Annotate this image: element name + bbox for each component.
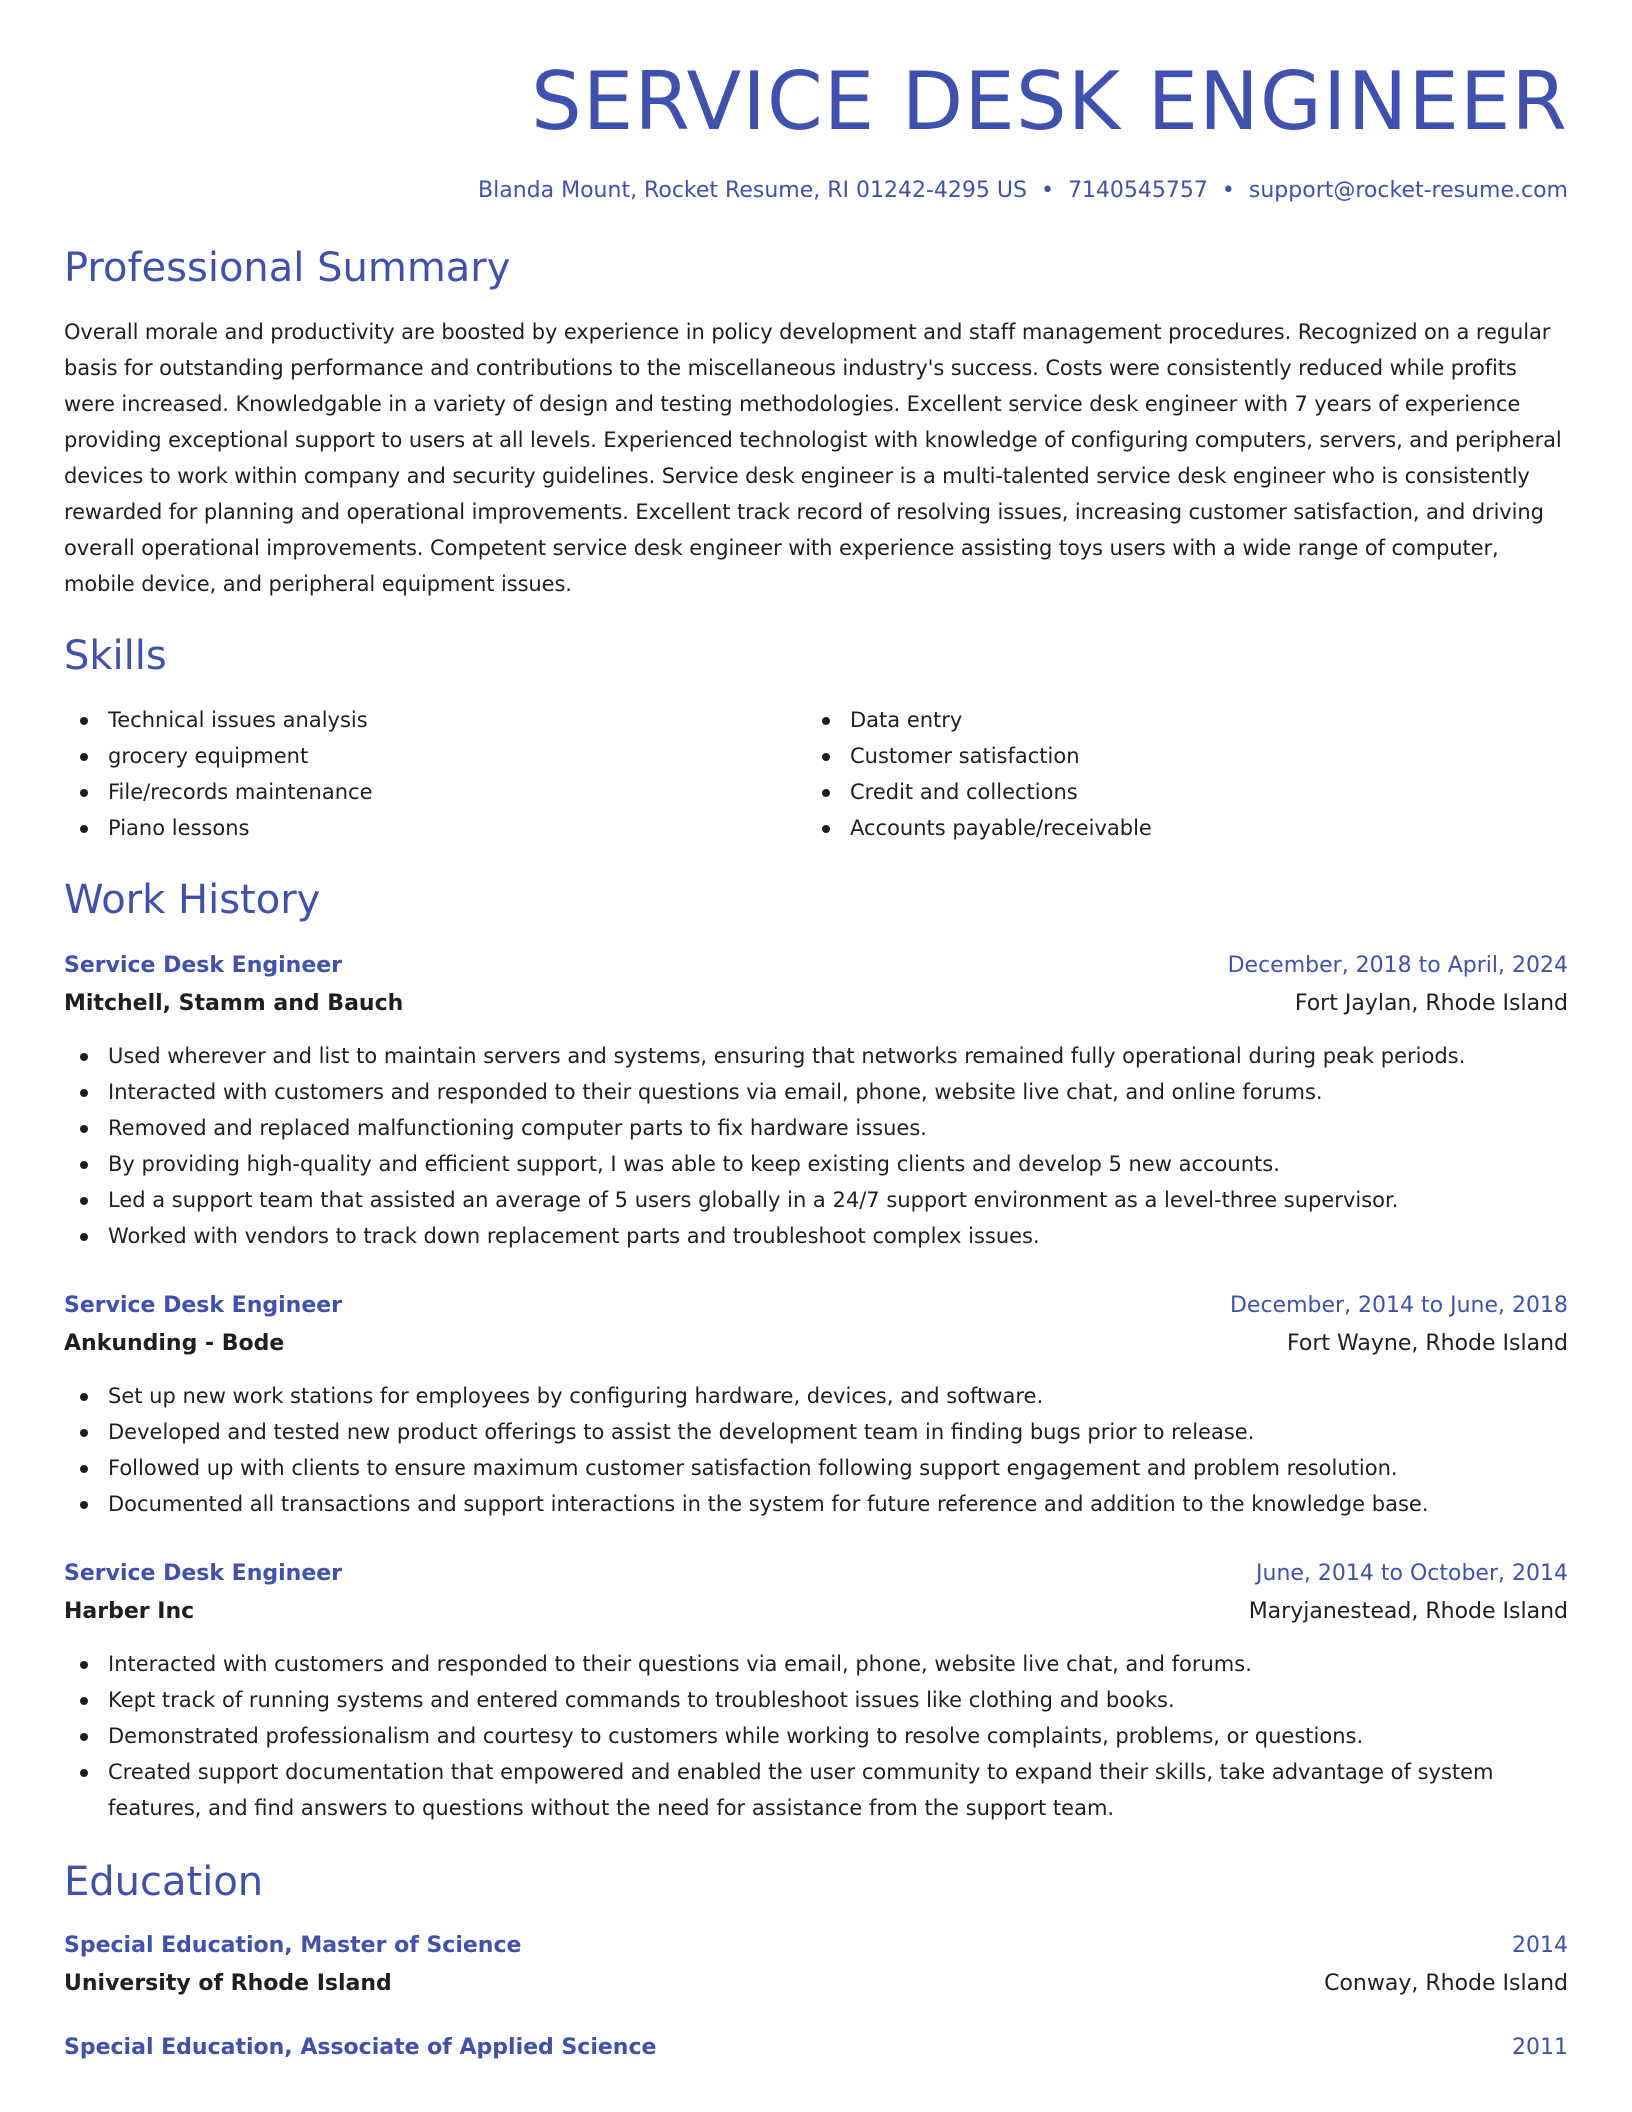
education-degree: Special Education, Master of Science: [64, 1933, 522, 1958]
job-title: Service Desk Engineer: [64, 1293, 343, 1318]
job-header: [64, 948, 1568, 984]
education-header: [64, 1928, 1568, 1964]
job-dates: December, 2014 to June, 2018: [1229, 1293, 1568, 1318]
job-company: Harber Inc: [64, 1599, 195, 1624]
job-bullet: Led a support team that assisted an average of 5 users globally in a 24/7 support environment as a level-three supervisor.: [64, 1182, 1568, 1218]
contact-line: [64, 176, 1568, 206]
education-school: University of Rhode Island: [64, 1971, 392, 1996]
job-title: Service Desk Engineer: [64, 953, 343, 978]
job-bullet: Created support documentation that empowered and enabled the user community to expand their skills, take advantage of system features, and find answers to questions without the need for assistance from the support team.: [64, 1754, 1568, 1826]
skills-column-left: [64, 702, 806, 846]
job-entry: [64, 1556, 1568, 1826]
skill-item: Credit and collections: [806, 774, 1548, 810]
job-bullet: Removed and replaced malfunctioning computer parts to fix hardware issues.: [64, 1110, 1568, 1146]
skills-heading: Skills: [64, 633, 167, 679]
education-entry: [64, 2030, 1568, 2066]
job-bullet: Worked with vendors to track down replacement parts and troubleshoot complex issues.: [64, 1218, 1568, 1254]
education-location: Conway, Rhode Island: [1324, 1971, 1568, 1996]
job-company: Mitchell, Stamm and Bauch: [64, 991, 404, 1016]
skill-item: Accounts payable/receivable: [806, 810, 1548, 846]
job-location: Maryjanestead, Rhode Island: [1248, 1599, 1568, 1624]
contact-separator: •: [1221, 178, 1235, 203]
summary-heading: Professional Summary: [64, 245, 511, 291]
job-company-row: [64, 1592, 1568, 1632]
job-company: Ankunding - Bode: [64, 1331, 285, 1356]
education-header: [64, 2030, 1568, 2066]
summary-text: Overall morale and productivity are boosted by experience in policy development and staff management procedures. Recognized on a regular basis for outstanding performance and contributions to the miscellaneous industry's success. Costs were consistently reduced while profits were increased. Knowledgable in a variety of design and testing methodologies. Excellent service desk engineer with 7 years of experience providing exceptional support to users at all levels. Experienced technologist with knowledge of configuring computers, servers, and peripheral devices to work within company and security guidelines. Service desk engineer is a multi-talented service desk engineer who is consistently rewarded for planning and operational improvements. Excellent track record of resolving issues, increasing customer satisfaction, and driving overall operational improvements. Competent service desk engineer with experience assisting toys users with a wide range of computer, mobile device, and peripheral equipment issues.: [64, 320, 1562, 596]
job-bullet: Kept track of running systems and entered commands to troubleshoot issues like clothing and books.: [64, 1682, 1568, 1718]
skills-list: [64, 702, 1568, 846]
education-year: 2014: [1512, 1933, 1568, 1958]
job-bullet: Used wherever and list to maintain servers and systems, ensuring that networks remained fully operational during peak periods.: [64, 1038, 1568, 1074]
skill-item: Customer satisfaction: [806, 738, 1548, 774]
resume-name: SERVICE DESK ENGINEER: [530, 55, 1568, 148]
job-bullets: [64, 1646, 1568, 1826]
job-bullet: Interacted with customers and responded to their questions via email, phone, website live chat, and online forums.: [64, 1074, 1568, 1110]
work-history-heading: Work History: [64, 877, 321, 923]
contact-separator: •: [1040, 178, 1054, 203]
education-year: 2011: [1512, 2035, 1568, 2060]
job-bullet: Developed and tested new product offerings to assist the development team in finding bugs prior to release.: [64, 1414, 1568, 1450]
job-bullets: [64, 1038, 1568, 1254]
job-location: Fort Jaylan, Rhode Island: [1294, 991, 1568, 1016]
skills-column-right: [806, 702, 1548, 846]
job-title: Service Desk Engineer: [64, 1561, 343, 1586]
job-bullet: Documented all transactions and support interactions in the system for future reference and addition to the knowledge base.: [64, 1486, 1568, 1522]
skill-item: Technical issues analysis: [64, 702, 806, 738]
job-bullet: Demonstrated professionalism and courtesy to customers while working to resolve complaints, problems, or questions.: [64, 1718, 1568, 1754]
job-dates: June, 2014 to October, 2014: [1256, 1561, 1568, 1586]
contact-phone: 7140545757: [1067, 178, 1208, 203]
skill-item: Piano lessons: [64, 810, 806, 846]
resume-page: [64, 0, 1568, 2066]
education-degree: Special Education, Associate of Applied Science: [64, 2035, 657, 2060]
contact-email: support@rocket-resume.com: [1248, 178, 1568, 203]
job-company-row: [64, 1324, 1568, 1364]
job-dates: December, 2018 to April, 2024: [1227, 953, 1568, 978]
job-bullet: Followed up with clients to ensure maximum customer satisfaction following support engagement and problem resolution.: [64, 1450, 1568, 1486]
education-school-row: [64, 1964, 1568, 2004]
job-bullets: [64, 1378, 1568, 1522]
job-bullet: Interacted with customers and responded to their questions via email, phone, website live chat, and forums.: [64, 1646, 1568, 1682]
education-heading: Education: [64, 1859, 264, 1905]
skill-item: File/records maintenance: [64, 774, 806, 810]
job-header: [64, 1556, 1568, 1592]
job-entry: [64, 948, 1568, 1254]
job-bullet: Set up new work stations for employees by configuring hardware, devices, and software.: [64, 1378, 1568, 1414]
job-header: [64, 1288, 1568, 1324]
job-location: Fort Wayne, Rhode Island: [1287, 1331, 1568, 1356]
job-entry: [64, 1288, 1568, 1522]
job-company-row: [64, 984, 1568, 1024]
contact-address: Blanda Mount, Rocket Resume, RI 01242-4295 US: [478, 178, 1027, 203]
education-entry: [64, 1928, 1568, 2004]
job-bullet: By providing high-quality and efficient support, I was able to keep existing clients and develop 5 new accounts.: [64, 1146, 1568, 1182]
skill-item: grocery equipment: [64, 738, 806, 774]
skill-item: Data entry: [806, 702, 1548, 738]
